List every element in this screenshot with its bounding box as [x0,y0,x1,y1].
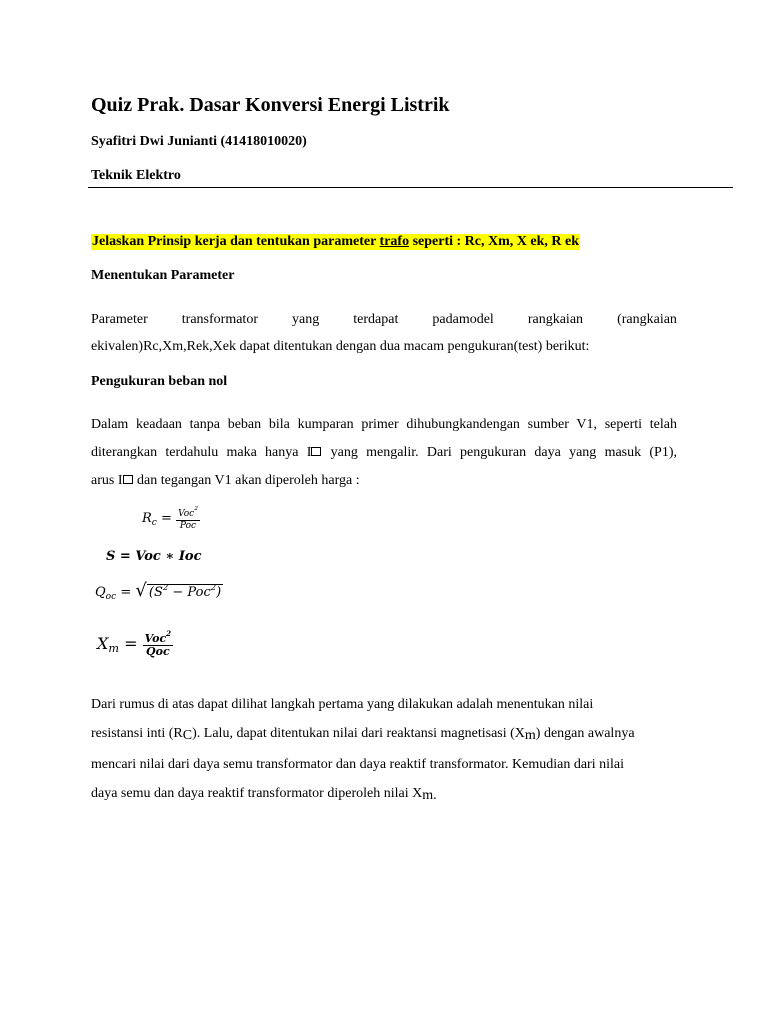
word: Parameter [91,312,148,327]
paragraph-conclusion-line4: daya semu dan daya reaktif transformator diperoleh nilai Xm. [91,786,437,803]
missing-glyph-box [311,447,321,456]
paragraph-no-load-line2: diterangkan terdahulu maka hanya I yang mengalir. Dari pengukuran daya yang masuk (P1), [91,445,677,460]
paragraph-parameter-line2: ekivalen)Rc,Xm,Rek,Xek dapat ditentukan dengan dua macam pengukuran(test) berikut: [91,339,590,354]
section-heading-parameter: Menentukan Parameter [91,268,235,283]
word: rangkaian [527,312,584,327]
fraction: $\frac{Voc^2}{\text{Poc}}$ [178,506,198,531]
paragraph-conclusion [91,690,677,810]
department-line: Teknik Elektro [91,168,181,183]
question-text-start: Jelaskan Prinsip kerja dan tentukan parameter [92,234,380,249]
question-highlighted [91,234,580,250]
author-line: Syafitri Dwi Junianti (41418010020) [91,134,307,149]
fraction: $\frac{Voc^2}{\text{Qoc}}$ [144,629,172,659]
paragraph-conclusion-line1: Dari rumus di atas dapat dilihat langkah pertama yang dilakukan adalah menentukan nilai [91,697,594,712]
formula-qoc: $Q_{oc}$ = √ $(S^2 - Poc^2)$ [95,580,222,602]
document-title: Quiz Prak. Dasar Konversi Energi Listrik [91,94,450,116]
formula-rc: $R_c$ = $\frac{Voc^2}{\text{Poc}}$ [142,506,198,531]
word: yang [292,312,320,327]
question-underlined-word: trafo [379,234,410,249]
sqrt-icon: √ [135,580,147,601]
word: (rangkaian [617,312,677,327]
paragraph-parameter-line1 [91,306,677,333]
formula-s: S = Voc ∗ Ioc [106,549,202,564]
word: padamodel [432,312,494,327]
paragraph-no-load [91,411,677,495]
paragraph-parameter [91,306,677,360]
word: terdapat [353,312,399,327]
paragraph-conclusion-line3: mencari nilai dari daya semu transformator dan daya reaktif transformator. Kemudian dari nilai [91,757,624,772]
missing-glyph-box [123,475,133,484]
section-heading-no-load: Pengukuran beban nol [91,374,228,389]
header-divider [88,187,733,188]
paragraph-conclusion-line2: resistansi inti (RC). Lalu, dapat ditentukan nilai dari reaktansi magnetisasi (Xm) dengan awalnya [91,726,635,743]
formula-xm: $X_m$ = $\frac{Voc^2}{\text{Qoc}}$ [97,629,172,659]
word: transformator [181,312,258,327]
paragraph-no-load-line1: Dalam keadaan tanpa beban bila kumparan primer dihubungkandengan sumber V1, seperti telah [91,417,677,432]
paragraph-no-load-line3: arus I dan tegangan V1 akan diperoleh harga : [91,473,360,488]
question-text-end: seperti : Rc, Xm, X ek, R ek [409,234,580,249]
